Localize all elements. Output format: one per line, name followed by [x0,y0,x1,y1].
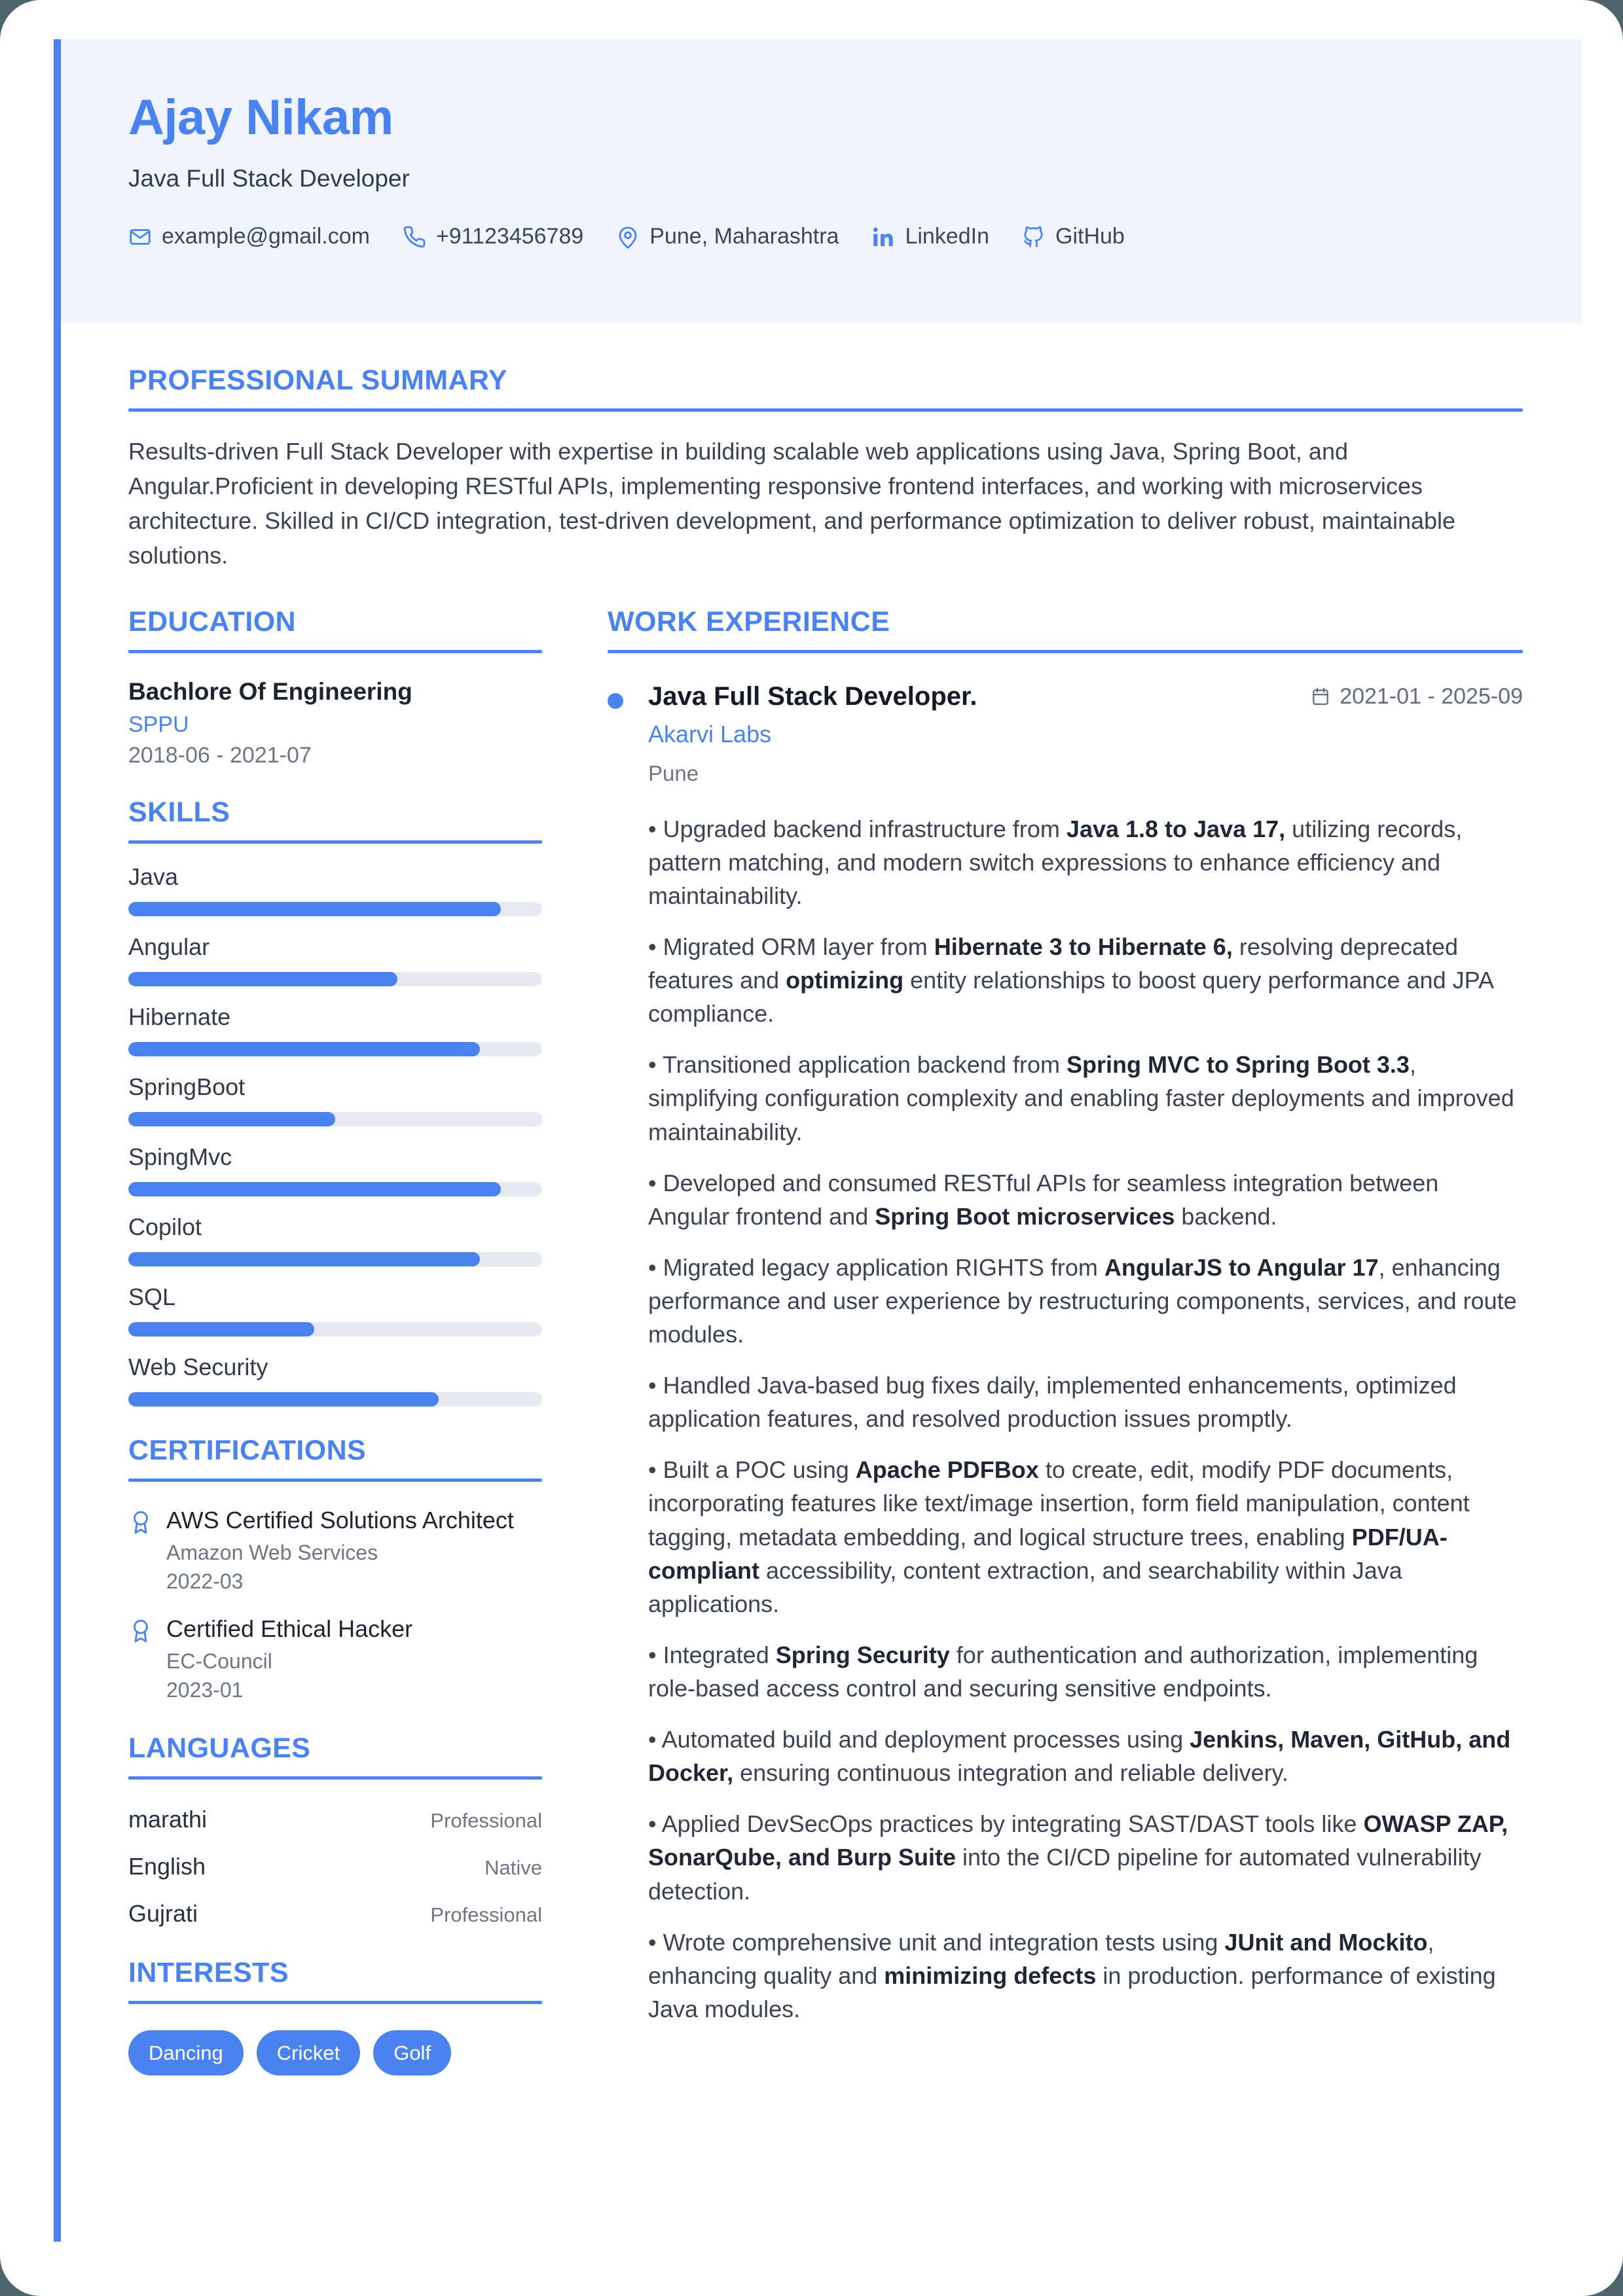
skills-list [128,862,542,1407]
two-column-layout [128,605,1523,2075]
language-item [128,1853,542,1880]
education-item [128,677,542,768]
skill-item [128,862,542,916]
language-name: Gujrati [128,1900,198,1928]
job-bullet: • Transitioned application backend from Spring MVC to Spring Boot 3.3, simplifying configuration complexity and enabling faster deployments and improved maintainability. [648,1051,1514,1145]
contact-linkedin-label: LinkedIn [905,224,990,249]
certification-name: AWS Certified Solutions Architect [166,1506,514,1534]
skill-bar-track [128,1112,542,1126]
job-company: Akarvi Labs [648,720,772,747]
language-level: Native [484,1856,542,1880]
summary-text: Results-driven Full Stack Developer with expertise in building scalable web applications using Java, Spring Boot, and Angular.Proficient in developing RESTful APIs, implementing responsive frontend interfaces, and working with microservices architecture. Skilled in CI/CD integration, test-driven development, and performance optimization to deliver robust, maintainable solutions. [128,438,1456,569]
section-rule [608,650,1523,653]
interest-chip[interactable]: Dancing [128,2030,244,2075]
job-bullet: • Developed and consumed RESTful APIs for seamless integration between Angular frontend and Spring Boot microservices backend. [648,1169,1439,1230]
job-bullet: • Migrated legacy application RIGHTS from AngularJS to Angular 17, enhancing performance and user experience by restructuring components, services, and route modules. [648,1253,1517,1348]
contact-linkedin[interactable] [871,224,989,249]
language-level: Professional [430,1809,542,1833]
interest-chip[interactable]: Cricket [257,2030,360,2075]
section-heading-education: EDUCATION [128,605,297,637]
skill-name: SQL [128,1283,176,1310]
certification-item [128,1614,542,1703]
section-professional-summary [128,367,1523,573]
education-dates: 2018-06 - 2021-07 [128,742,312,768]
certification-date: 2022-03 [166,1569,244,1593]
left-column [128,605,542,2075]
skill-name: Web Security [128,1353,268,1380]
section-education [128,605,542,768]
contact-email-label: example@gmail.com [162,224,370,249]
email-icon [128,225,152,249]
job-bullet-list [648,812,1523,2026]
skill-name: Angular [128,933,210,960]
skill-name: SpringBoot [128,1073,246,1100]
certification-date: 2023-01 [166,1678,244,1702]
contact-location [616,224,839,249]
section-rule [128,840,542,844]
section-heading-languages: LANGUAGES [128,1732,311,1765]
job-dates [1311,681,1523,709]
contact-location-label: Pune, Maharashtra [649,224,839,249]
section-rule [128,408,1523,412]
skill-bar-fill [128,972,397,986]
skill-item [128,1282,542,1336]
skill-bar-track [128,1392,542,1407]
certification-name: Certified Ethical Hacker [166,1615,413,1642]
language-name: marathi [128,1806,208,1833]
language-level: Professional [430,1903,542,1927]
job-bullet: • Wrote comprehensive unit and integration tests using JUnit and Mockito, enhancing quality and minimizing defects in production. performance of existing Java modules. [648,1928,1496,2022]
section-interests [128,1959,542,2075]
right-column [608,605,1523,2026]
phone-icon [403,225,426,249]
section-rule [128,2001,542,2004]
skill-bar-fill [128,1042,480,1056]
job-role: Java Full Stack Developer. [648,681,977,711]
certification-issuer: Amazon Web Services [166,1540,378,1564]
certification-issuer: EC-Council [166,1649,272,1674]
contact-email[interactable] [128,224,370,249]
interest-chip[interactable]: Golf [373,2030,451,2075]
section-rule [128,650,542,653]
section-skills [128,798,542,1407]
skill-bar-fill [128,1112,335,1126]
job-bullet: • Built a POC using Apache PDFBox to create, edit, modify PDF documents, incorporating features like text/image insertion, form field manipulation, content tagging, metadata embedding, and logical structure trees, enabling PDF/UA-compliant accessibility, content extraction, and searchability within Java applications. [648,1456,1470,1617]
job-bullet: • Migrated ORM layer from Hibernate 3 to Hibernate 6, resolving deprecated features and optimizing entity relationships to boost query performance and JPA compliance. [648,933,1493,1028]
job-location: Pune [648,761,699,785]
job-bullet: • Handled Java-based bug fixes daily, implemented enhancements, optimized application features, and resolved production issues promptly. [648,1372,1457,1433]
section-heading-interests: INTERESTS [128,1957,289,1989]
language-name: English [128,1853,206,1880]
job-bullet: • Automated build and deployment processes using Jenkins, Maven, GitHub, and Docker, ensuring continuous integration and reliable delivery. [648,1726,1511,1787]
left-accent-rail [54,39,61,2242]
languages-list [128,1806,542,1928]
resume-body [128,367,1523,2075]
job-dates-label: 2021-01 - 2025-09 [1340,683,1523,709]
certifications-list [128,1505,542,1703]
skill-name: Java [128,863,179,890]
skill-bar-track [128,972,542,986]
skill-bar-fill [128,1182,501,1196]
location-icon [616,225,640,249]
skill-item [128,1002,542,1056]
section-work-experience [608,605,1523,2026]
linkedin-icon [871,225,895,249]
skill-bar-track [128,1042,542,1056]
skill-item [128,1352,542,1407]
skill-name: Copilot [128,1213,202,1240]
skill-bar-track [128,1252,542,1266]
skill-name: Hibernate [128,1003,231,1030]
section-certifications [128,1434,542,1703]
section-heading-experience: WORK EXPERIENCE [608,605,890,637]
candidate-job-title: Java Full Stack Developer [128,165,410,192]
section-heading-skills: SKILLS [128,796,230,828]
section-rule [128,1776,542,1780]
skill-bar-track [128,1182,542,1196]
education-degree: Bachlore Of Engineering [128,677,412,705]
interest-chip-list [128,2030,542,2075]
language-item [128,1900,542,1928]
contact-phone[interactable] [403,224,583,249]
calendar-icon [1311,686,1330,707]
section-heading-certifications: CERTIFICATIONS [128,1434,367,1466]
skill-bar-fill [128,1252,480,1266]
github-icon [1022,225,1046,249]
skill-name: SpingMvc [128,1143,232,1170]
skill-item [128,1072,542,1126]
education-school: SPPU [128,711,189,737]
contact-phone-label: +91123456789 [435,224,584,249]
section-heading-summary: PROFESSIONAL SUMMARY [128,365,507,396]
language-item [128,1806,542,1833]
skill-bar-fill [128,1322,314,1336]
timeline-dot-icon [608,693,623,709]
section-languages [128,1734,542,1928]
skill-item [128,1212,542,1266]
contact-row [128,224,1582,249]
job-list [608,681,1523,2026]
skill-bar-track [128,1322,542,1336]
skill-item [128,932,542,986]
contact-github-label: GitHub [1055,224,1125,249]
skill-item [128,1142,542,1196]
job-bullet: • Integrated Spring Security for authentication and authorization, implementing role-based access control and securing sensitive endpoints. [648,1641,1478,1702]
job-bullet: • Applied DevSecOps practices by integrating SAST/DAST tools like OWASP ZAP, SonarQube, and Burp Suite into the CI/CD pipeline for automated vulnerability detection. [648,1810,1508,1905]
skill-bar-fill [128,1392,439,1407]
resume-header [61,39,1582,323]
job-bullet: • Upgraded backend infrastructure from Java 1.8 to Java 17, utilizing records, pattern matching, and modern switch expressions to enhance efficiency and maintainability. [648,815,1463,909]
candidate-name: Ajay Nikam [128,90,393,145]
job-entry [608,681,1523,2026]
certificate-ribbon-icon [128,1509,153,1535]
section-rule [128,1479,542,1482]
certificate-ribbon-icon [128,1618,153,1644]
skill-bar-track [128,902,542,916]
skill-bar-fill [128,902,501,916]
certification-item [128,1505,542,1594]
contact-github[interactable] [1022,224,1125,249]
